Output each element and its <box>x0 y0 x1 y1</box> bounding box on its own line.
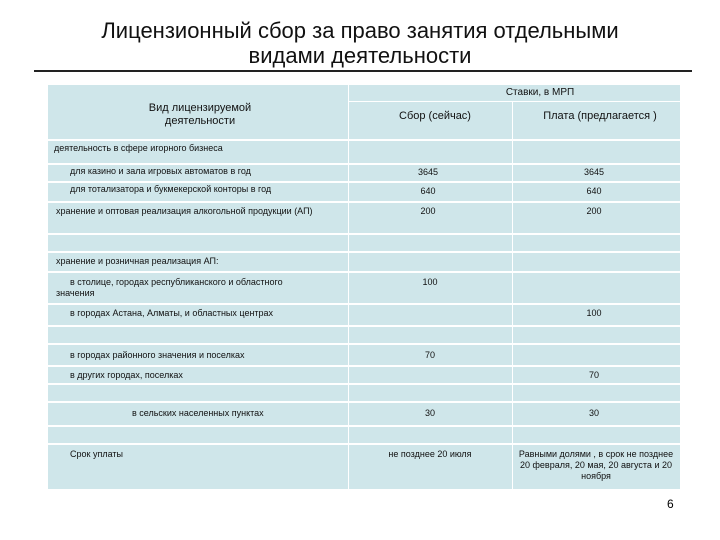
row-label-capital: в столице, городах республиканского и областного значения <box>56 277 283 298</box>
row-payment-alcohol-wholesale: 200 <box>586 206 602 216</box>
row-payment-deadline: Равными долями , в срок не позднее 20 февраля, 20 мая, 20 августа и 20 ноября <box>518 449 674 481</box>
title-divider <box>34 70 692 72</box>
row-label-casino: для казино и зала игровых автоматов в год <box>70 166 251 176</box>
header-fee-current: Сбор (сейчас) <box>399 110 471 122</box>
header-payment-proposed: Плата (предлагается ) <box>543 110 657 122</box>
row-payment-rural: 30 <box>588 408 599 418</box>
column-divider <box>512 102 513 490</box>
row-label-deadline: Срок уплаты <box>70 449 123 459</box>
row-fee-totalizator: 640 <box>420 186 436 196</box>
row-label-rural: в сельских населенных пунктах <box>132 408 264 418</box>
header-rates-group: Ставки, в МРП <box>505 87 575 98</box>
page-title <box>40 18 680 68</box>
row-label-astana-almaty: в городах Астана, Алматы, и областных центрах <box>70 308 274 318</box>
row-band <box>48 384 680 402</box>
row-fee-capital: 100 <box>422 277 438 287</box>
row-fee-rural: 30 <box>424 408 435 418</box>
row-band <box>48 326 680 344</box>
row-band <box>48 234 680 252</box>
row-label-district-cities: в городах районного значения и поселках <box>70 350 245 360</box>
row-label-alcohol-wholesale: хранение и оптовая реализация алкогольной продукции (АП) <box>56 206 313 216</box>
row-payment-casino: 3645 <box>583 167 605 177</box>
row-payment-totalizator: 640 <box>586 186 602 196</box>
page-number: 6 <box>667 497 674 511</box>
header-activity-type: Вид лицензируемой деятельности <box>148 102 252 127</box>
header-divider <box>349 101 680 102</box>
row-fee-alcohol-wholesale: 200 <box>420 206 436 216</box>
row-retail-heading: хранение и розничная реализация АП: <box>56 256 219 266</box>
row-fee-casino: 3645 <box>417 167 439 177</box>
title-line-2: видами деятельности <box>248 43 472 68</box>
title-line-1: Лицензионный сбор за право занятия отдельными <box>101 18 619 43</box>
row-label-other-cities: в других городах, поселках <box>70 370 183 380</box>
row-band <box>48 426 680 444</box>
row-fee-district-cities: 70 <box>424 350 435 360</box>
row-payment-other-cities: 70 <box>588 370 599 380</box>
row-fee-deadline: не позднее 20 июля <box>388 449 472 459</box>
row-payment-astana-almaty: 100 <box>586 308 602 318</box>
row-label-totalizator: для тотализатора и букмекерской конторы в год <box>70 184 272 194</box>
section-gambling: деятельность в сфере игорного бизнеса <box>54 143 223 153</box>
